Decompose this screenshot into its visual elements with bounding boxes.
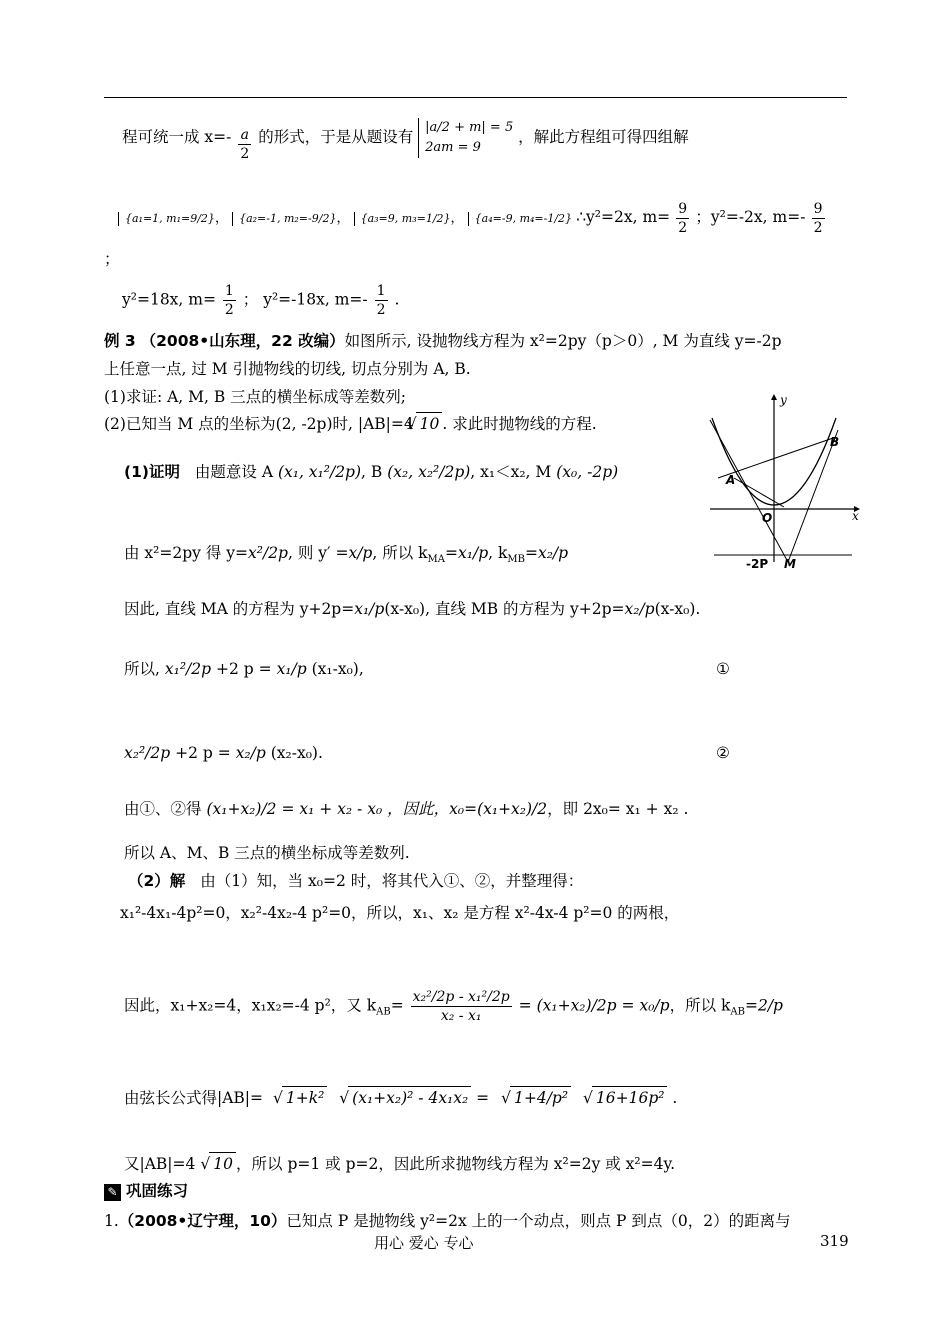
chord-length-line: 由弦长公式得|AB|= √ 1+k² √ (x₁+x₂)² - 4x₁x₂ = √ 1+4/p² √ 16+16p² . xyxy=(124,1086,677,1109)
footer-motto: 用心 爱心 专心 xyxy=(374,1234,474,1252)
pencil-icon: ✎ xyxy=(104,1184,121,1201)
fraction-1-over-2: $\frac{1}{2}$ xyxy=(224,283,234,318)
intro-solutions: {a₁=1, m₁=9/2}， {a₂=-1, m₂=-9/2}， {a₃=9, m₃=1/2}， {a₄=-9, m₄=-1/2} ∴y²=2x, m= $\frac{9}{2}$ ；y²=-2x, m=- $\frac{9}{2}$ xyxy=(118,200,827,237)
final-answer: 又|AB|=4√ 10 ，所以 p=1 或 p=2，因此所求抛物线方程为 x²=2y 或 x²=4y. xyxy=(124,1152,675,1175)
derivative-line: 由 x²=2py 得 y=x²/2p, 则 y′ =x/p, 所以 $k_{MA}=x_1/p$, $k_{MB}=x_2/p$ xyxy=(124,544,569,566)
origin-label: O xyxy=(762,511,773,525)
slope-ab-fraction: $\frac{\text{x₂²/2p - x₁²/2p}}{\text{x₂ - x₁}}$ xyxy=(412,989,510,1024)
tangent-mb xyxy=(788,430,838,562)
proof-setup: (1)证明 由题意设 A (x₁, x₁²/2p), B (x₂, x₂²/2p), x₁＜x₂, M (x₀, -2p) xyxy=(124,463,619,481)
fraction-9-over-2: $\frac{9}{2}$ xyxy=(678,201,688,236)
point-a-coords: (x₁, x₁²/2p) xyxy=(277,463,362,481)
solution-3: {a₃=9, m₃=1/2} xyxy=(354,212,451,226)
equation-1: 所以, x₁²/2p +2 p = x₁/p (x₁-x₀), xyxy=(124,660,364,678)
page-number: 319 xyxy=(820,1232,849,1250)
equation-system: |a/2 + m| = 5 2am = 9 xyxy=(418,118,513,158)
parabola-figure xyxy=(704,392,864,574)
point-m-coords: (x₀, -2p) xyxy=(556,463,619,481)
intro-line-1: 程可统一成 x=- $\frac{a}{2}$ 的形式，于是从题设有 |a/2 + m| = 5 2am = 9 ，解此方程组可得四组解 xyxy=(122,120,689,162)
point-b-label: B xyxy=(830,435,840,449)
header-rule xyxy=(104,97,847,98)
example-3-stem: 例 3 （2008•山东理，22 改编）如图所示, 设抛物线方程为 x²=2py（p＞0）, M 为直线 y=-2p xyxy=(104,332,782,350)
fraction-1-over-2-b: $\frac{1}{2}$ xyxy=(376,283,386,318)
practice-question-1: 1.（2008•辽宁理，10）已知点 P 是抛物线 y²=2x 上的一个动点，则点 P 到点（0，2）的距离与 xyxy=(104,1212,791,1230)
line-ab xyxy=(718,437,836,478)
point-b-coords: (x₂, x₂²/2p) xyxy=(387,463,471,481)
solution-4: {a₄=-9, m₄=-1/2} xyxy=(468,212,572,226)
point-a-label: A xyxy=(726,473,736,487)
combine-line: 由①、②得 (x₁+x₂)/2 = x₁ + x₂ - x₀ ，因此，x₀=(x₁+x₂)/2，即 2x₀= x₁ + x₂ . xyxy=(124,800,689,818)
equation-2: x₂²/2p +2 p = x₂/p (x₂-x₀). xyxy=(124,744,323,762)
question-1: (1)求证: A, M, B 三点的横坐标成等差数列; xyxy=(104,388,406,406)
fraction-a-over-2: $\frac{a}{2}$ xyxy=(240,127,250,162)
y-axis-label: y xyxy=(780,393,787,407)
solution-2: {a₂=-1, m₂=-9/2} xyxy=(232,212,336,226)
tangent-ma xyxy=(710,420,788,562)
tangent-lines: 因此, 直线 MA 的方程为 y+2p=x₁/p(x-x₀), 直线 MB 的方程为 y+2p=x₂/p(x-x₀). xyxy=(124,600,701,618)
semicolon: ； xyxy=(104,250,120,268)
neg-2p-label: -2P xyxy=(746,557,769,571)
sqrt-10: √ 10 xyxy=(416,412,443,435)
intro-line-3: y²=18x, m= $\frac{1}{2}$ ； y²=-18x, m=- $\frac{1}{2}$ . xyxy=(122,283,400,318)
practice-heading: ✎ 巩固练习 xyxy=(104,1180,188,1202)
example-source: （2008•山东理，22 改编） xyxy=(140,332,345,350)
example-3-stem-2: 上任意一点, 过 M 引抛物线的切线, 切点分别为 A, B. xyxy=(104,360,471,378)
x-axis xyxy=(710,506,860,512)
solution-1: {a₁=1, m₁=9/2} xyxy=(118,212,215,226)
question-2: (2)已知当 M 点的坐标为(2, -2p)时, |AB|=4√ 10 . 求此时抛物线的方程. xyxy=(104,412,597,435)
part2-equations: x₁²-4x₁-4p²=0，x₂²-4x₂-4 p²=0，所以，x₁、x₂ 是方程 x²-4x-4 p²=0 的两根， xyxy=(120,904,680,922)
fraction-9-over-2-b: $\frac{9}{2}$ xyxy=(813,201,823,236)
point-m-label: M xyxy=(784,557,796,571)
marker-1: ① xyxy=(716,660,730,678)
x-axis-label: x xyxy=(852,509,859,523)
example-label: 例 3 xyxy=(104,332,136,350)
line-ao xyxy=(734,478,784,507)
marker-2: ② xyxy=(716,744,730,762)
conclusion-1: 所以 A、M、B 三点的横坐标成等差数列. xyxy=(124,844,410,862)
slope-ab-line: 因此，x₁+x₂=4，x₁x₂=-4 p²，又 $k_{AB}=$ $\frac{\text{x₂²/2p - x₁²/2p}}{\text{x₂ - x₁}}$ = (x₁+x₂)/2p = x₀/p，所以 $k_{AB}=2/p$ xyxy=(124,989,783,1024)
part2-head: （2）解 由（1）知，当 x₀=2 时，将其代入①、②，并整理得： xyxy=(128,872,584,890)
